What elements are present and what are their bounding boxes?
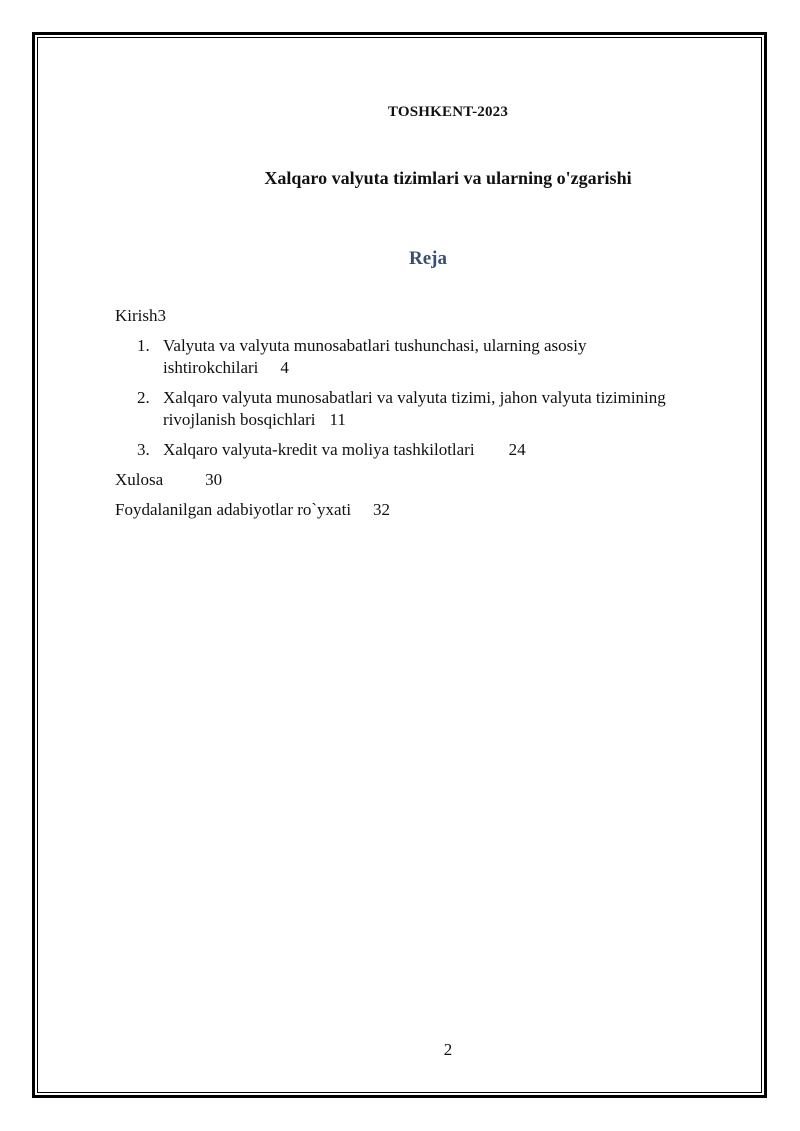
toc-item-number: 3.	[137, 440, 150, 459]
toc-item-page: 24	[508, 440, 526, 459]
toc-intro-label: Kirish	[115, 306, 158, 325]
document-title: Xalqaro valyuta tizimlari va ularning o'zgarishi	[264, 168, 632, 188]
toc-entry-intro	[115, 305, 735, 327]
toc-item-1	[115, 335, 735, 379]
toc-item-2	[115, 387, 735, 431]
header-city-year: TOSHKENT-2023	[387, 104, 509, 120]
page-number: 2	[443, 1040, 453, 1059]
toc-item-3	[115, 439, 735, 461]
toc-item-text-line2: ishtirokchilari	[163, 358, 259, 377]
toc-conclusion-label: Xulosa	[115, 470, 164, 489]
toc-entry-conclusion	[115, 469, 735, 491]
toc-item-page: 4	[280, 358, 289, 377]
toc-item-text-line1: Xalqaro valyuta munosabatlari va valyuta tizimi, jahon valyuta tizimining	[163, 388, 666, 407]
toc-item-text-line1: Xalqaro valyuta-kredit va moliya tashkilotlari	[163, 440, 475, 459]
toc-item-page: 11	[329, 410, 346, 429]
section-heading: Reja	[409, 248, 447, 269]
toc-item-text-line2: rivojlanish bosqichlari	[163, 410, 316, 429]
toc-item-number: 1.	[137, 336, 150, 355]
page-border	[32, 32, 767, 1098]
toc-intro-page: 3	[157, 306, 166, 325]
toc-item-text-line1: Valyuta va valyuta munosabatlari tushunchasi, ularning asosiy	[163, 336, 587, 355]
toc-list	[115, 335, 735, 461]
toc-references-label: Foydalanilgan adabiyotlar ro`yxati	[115, 500, 352, 519]
table-of-contents	[115, 305, 735, 529]
toc-item-number: 2.	[137, 388, 150, 407]
toc-conclusion-page: 30	[205, 470, 223, 489]
toc-references-page: 32	[373, 500, 391, 519]
toc-entry-references	[115, 499, 735, 521]
